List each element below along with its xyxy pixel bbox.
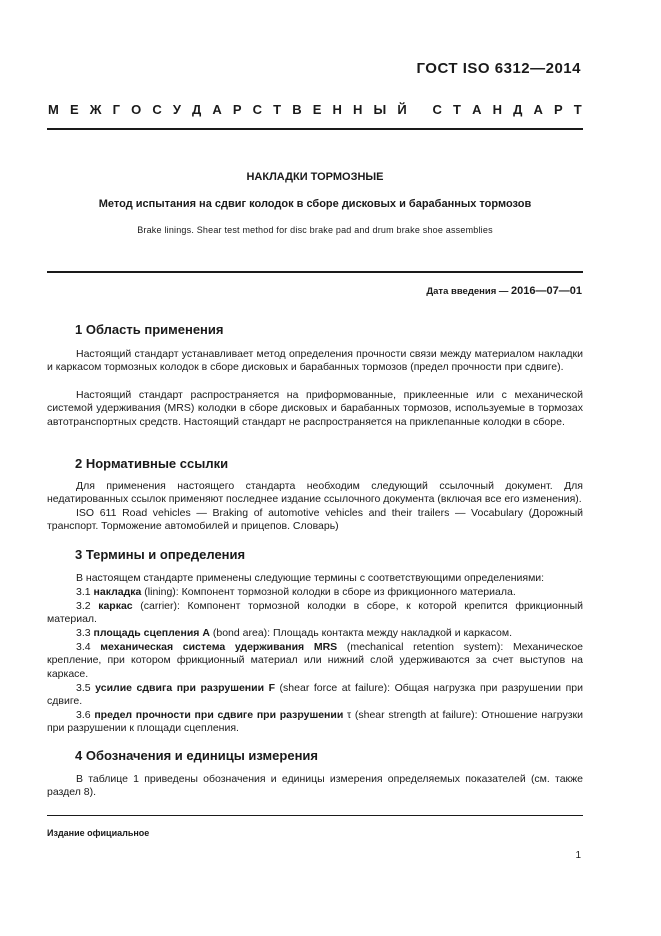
term-name: накладка <box>93 586 142 598</box>
document-title-english: Brake linings. Shear test method for disc brake pad and drum brake shoe assemblies <box>137 225 493 235</box>
section-2-heading: 2 Нормативные ссылки <box>75 456 229 471</box>
banner-letter: Ы <box>373 102 387 117</box>
banner-letter: Д <box>192 102 202 117</box>
banner-letter: Д <box>513 102 523 117</box>
document-subtitle: Метод испытания на сдвиг колодок в сборе дисковых и барабанных тормозов <box>98 198 532 210</box>
document-title: НАКЛАДКИ ТОРМОЗНЫЕ <box>246 171 384 183</box>
banner-letter: Й <box>397 102 407 117</box>
header-divider <box>47 128 583 130</box>
term-3-1 <box>47 586 583 599</box>
standard-code: ГОСТ ISO 6312—2014 <box>416 60 581 77</box>
effective-date-value: 2016—07—01 <box>511 285 582 297</box>
term-name: площадь сцепления A <box>93 627 210 639</box>
section-4-heading: 4 Обозначения и единицы измерения <box>75 748 318 763</box>
banner-letter: Р <box>232 102 242 117</box>
section-3-heading: 3 Термины и определения <box>75 547 246 562</box>
banner-letter: О <box>131 102 142 117</box>
banner-letter: У <box>172 102 181 117</box>
official-edition-note: Издание официальное <box>47 828 150 838</box>
banner-letter <box>418 102 422 117</box>
term-number: 3.6 <box>76 709 95 721</box>
term-name: предел прочности при сдвиге при разрушении <box>94 709 344 721</box>
term-number: 3.4 <box>76 641 101 653</box>
term-3-2 <box>47 600 583 627</box>
interstate-standard-banner <box>48 102 582 117</box>
effective-date-label: Дата введения — <box>426 286 512 297</box>
term-definition: τ (shear strength at failure): Отношение нагрузки при разрушении к площади сцепления. <box>47 709 583 735</box>
section-1-heading: 1 Область применения <box>75 322 224 337</box>
term-definition: (shear force at failure): Общая нагрузка при разрушении при сдвиге. <box>47 682 583 708</box>
section-4-paragraph-1: В таблице 1 приведены обозначения и единицы измерения определяемых показателей (см. также раздел 8). <box>47 773 583 799</box>
footer-divider <box>47 815 583 816</box>
banner-letter: Н <box>492 102 502 117</box>
term-number: 3.2 <box>76 600 99 612</box>
title-divider <box>47 271 583 273</box>
term-definition: (bond area): Площадь контакта между накладкой и каркасом. <box>209 627 512 639</box>
banner-letter: Г <box>112 102 120 117</box>
banner-letter: М <box>48 102 59 117</box>
banner-letter: Т <box>273 102 282 117</box>
section-2-paragraph-1: Для применения настоящего стандарта необходим следующий ссылочный документ. Для недатированных ссылок применяют последнее издание ссылочного документа (включая все его изменения). <box>47 480 583 506</box>
banner-letter: А <box>533 102 543 117</box>
term-name: механическая система удерживания MRS <box>100 641 338 653</box>
banner-letter: С <box>152 102 162 117</box>
banner-letter: Н <box>332 102 342 117</box>
term-3-5 <box>47 682 583 709</box>
banner-letter: Е <box>69 102 79 117</box>
banner-letter: Р <box>553 102 563 117</box>
banner-letter: Т <box>453 102 461 117</box>
term-number: 3.1 <box>76 586 94 598</box>
page-number: 1 <box>575 850 581 861</box>
section-1-paragraph-2: Настоящий стандарт распространяется на приформованные, приклеенные или с механической системой удерживания (MRS) колодки в сборе дисковых и барабанных тормозов, используемые в тормозах автотранспортных средств. Настоящий стандарт не распространяется на приклепанные колодки в сборе. <box>47 389 583 428</box>
effective-date <box>426 285 582 297</box>
term-name: усилие сдвига при разрушении F <box>95 682 275 694</box>
term-definition: (carrier): Компонент тормозной колодки в сборе, к которой крепится фрикционный материал. <box>47 600 583 626</box>
banner-letter: Е <box>312 102 322 117</box>
term-3-6 <box>47 709 583 736</box>
banner-letter: Н <box>353 102 363 117</box>
banner-letter: С <box>252 102 263 117</box>
term-3-3 <box>47 627 583 640</box>
term-number: 3.5 <box>76 682 96 694</box>
term-name: каркас <box>98 600 133 612</box>
banner-letter: А <box>212 102 222 117</box>
section-2-reference: ISO 611 Road vehicles — Braking of automotive vehicles and their trailers — Vocabulary (Дорожный транспорт. Торможение автомобилей и прицепов. Словарь) <box>47 507 583 533</box>
term-definition: (lining): Компонент тормозной колодки в сборе из фрикционного материала. <box>141 586 516 598</box>
section-1-paragraph-1: Настоящий стандарт устанавливает метод определения прочности связи между материалом накладки и каркасом тормозных колодок в сборе дисковых и барабанных тормозов (предел прочности при сдвиге). <box>47 348 583 374</box>
term-3-4 <box>47 641 583 681</box>
banner-letter: Т <box>573 102 582 117</box>
term-definition: (mechanical retention system): Механическое крепление, при котором фрикционный материал или нижний слой удерживаются за счет выступов на каркасе. <box>47 641 584 680</box>
banner-letter: Ж <box>89 102 102 117</box>
banner-letter: С <box>432 102 442 117</box>
banner-letter: В <box>292 102 302 117</box>
banner-letter: А <box>472 102 482 117</box>
term-number: 3.3 <box>76 627 94 639</box>
section-3-intro: В настоящем стандарте применены следующие термины с соответствующими определениями: <box>76 572 545 584</box>
